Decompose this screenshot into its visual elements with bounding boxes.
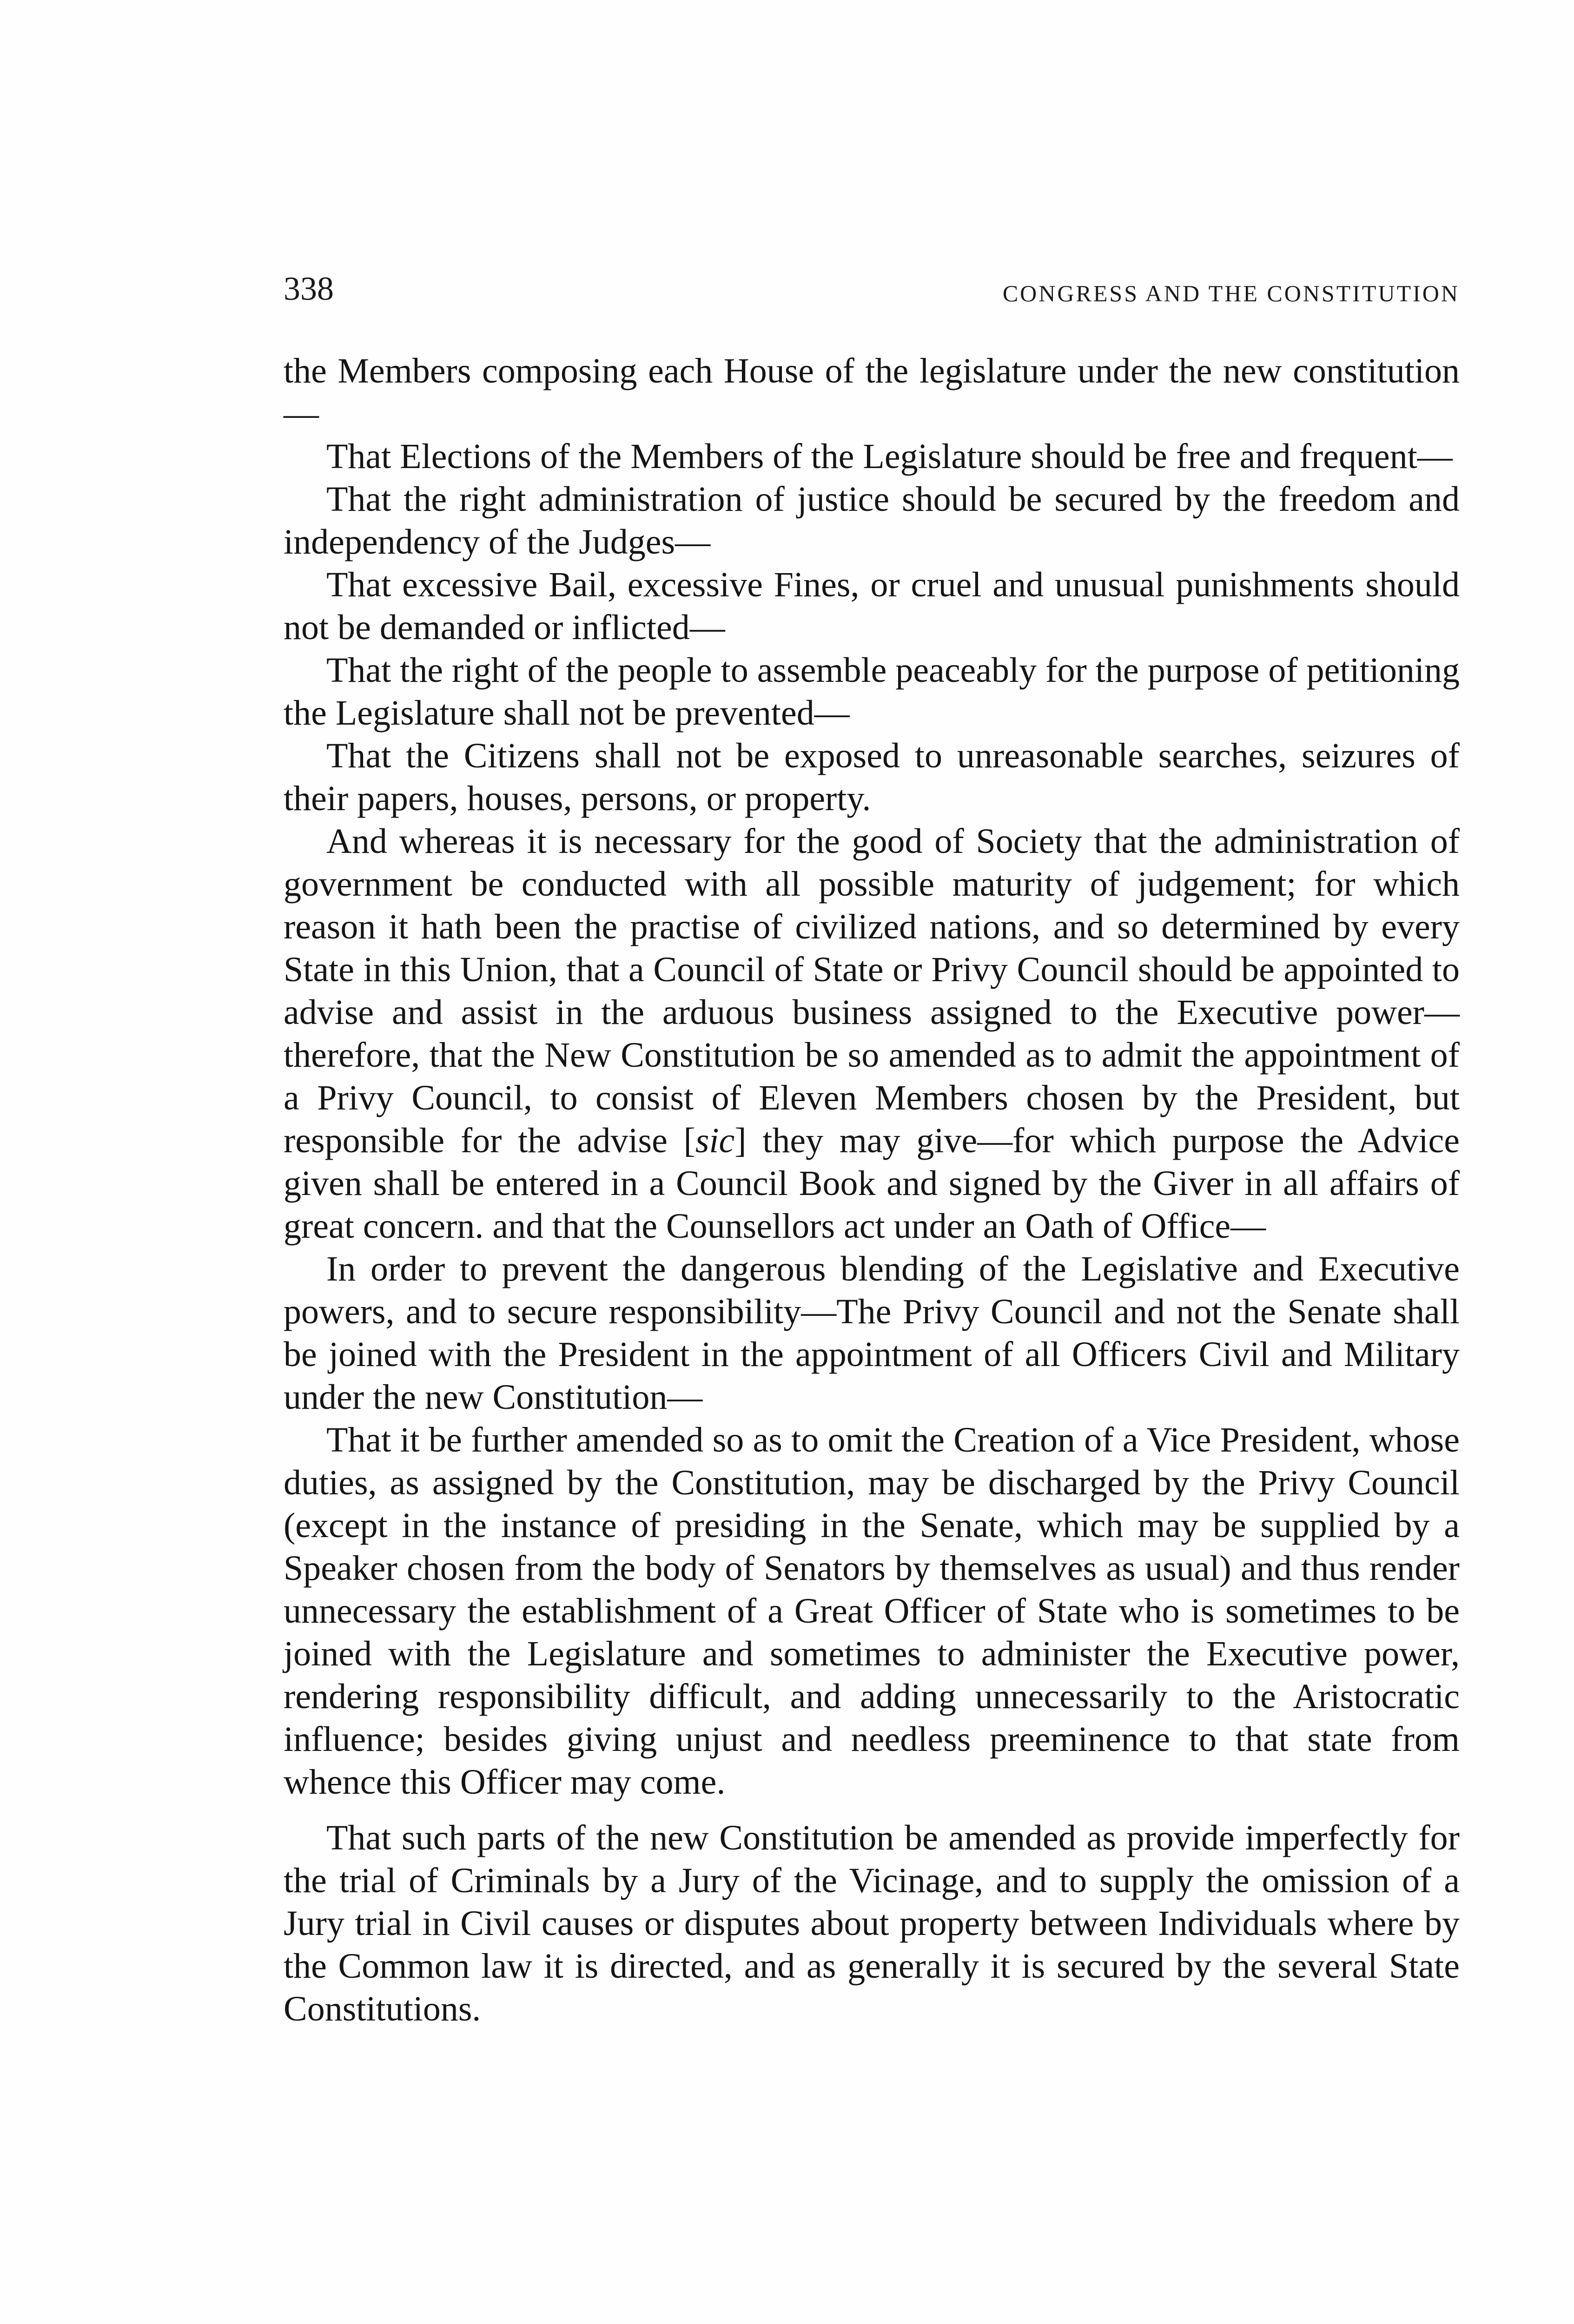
paragraph-separation-of-powers: In order to prevent the dangerous blending of the Legislative and Executive powers, and to secure responsibility—The Privy Council and not the Senate shall be joined with the President in the appointment of all Officers Civil and Military under the new Constitution— <box>284 1249 1460 1417</box>
paragraph-searches: That the Citizens shall not be exposed to unreasonable searches, seizures of their papers, houses, persons, or property. <box>284 736 1460 818</box>
running-header <box>284 272 1460 314</box>
privy-council-text-after: ] they may give—for which purpose the Advice given shall be entered in a Council Book and signed by the Giver in all affairs of great concern. and that the Counsellors act under an Oath of Office— <box>284 1121 1460 1246</box>
body-text <box>284 350 1460 2030</box>
paragraph-assembly: That the right of the people to assemble peaceably for the purpose of petitioning the Legislature shall not be prevented— <box>284 651 1460 733</box>
paragraph-privy-council <box>284 820 1460 1248</box>
paragraph-bail-fines: That excessive Bail, excessive Fines, or cruel and unusual punishments should not be demanded or inflicted— <box>284 565 1460 647</box>
paragraph-judges: That the right administration of justice should be secured by the freedom and independency of the Judges— <box>284 480 1460 561</box>
paragraph-continuation: the Members composing each House of the legislature under the new constitution— <box>284 351 1460 433</box>
paragraph-jury-trial: That such parts of the new Constitution be amended as provide imperfectly for the trial of Criminals by a Jury of the Vicinage, and to supply the omission of a Jury trial in Civil causes or disputes about property between Individuals where by the Common law it is directed, and as generally it is secured by the several State Constitutions. <box>284 1818 1460 2028</box>
paragraph-vice-president: That it be further amended so as to omit the Creation of a Vice President, whose duties, as assigned by the Constitution, may be discharged by the Privy Council (except in the instance of presiding in the Senate, which may be supplied by a Speaker chosen from the body of Senators by themselves as usual) and thus render unnecessary the establishment of a Great Officer of State who is sometimes to be joined with the Legislature and sometimes to administer the Executive power, rendering responsibility difficult, and adding unnecessarily to the Aristocratic influence; besides giving unjust and needless preeminence to that state from whence this Officer may come. <box>284 1420 1460 1802</box>
running-title: CONGRESS AND THE CONSTITUTION <box>1002 280 1460 306</box>
paragraph-elections: That Elections of the Members of the Legislature should be free and frequent— <box>326 437 1453 476</box>
privy-council-text-before: And whereas it is necessary for the good of Society that the administration of government be conducted with all possible maturity of judgement; for which reason it hath been the practise of civilized nations, and so determined by every State in this Union, that a Council of State or Privy Council should be appointed to advise and assist in the arduous business assigned to the Executive power—therefore, that the New Constitution be so amended as to admit the appointment of a Privy Council, to consist of Eleven Members chosen by the President, but responsible for the advise [ <box>284 822 1460 1160</box>
page-number: 338 <box>284 270 334 307</box>
sic-annotation: sic <box>695 1121 735 1160</box>
